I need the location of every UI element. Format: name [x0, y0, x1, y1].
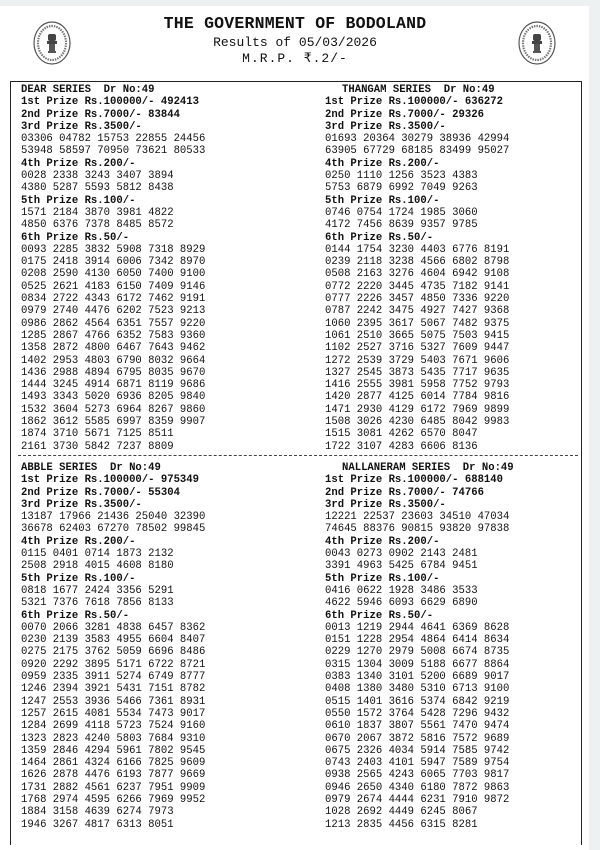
fifth-prize-label: 5th Prize Rs.100/- [325, 572, 440, 585]
sixth-prize-numbers: 0920 2292 3895 5171 6722 8721 [21, 658, 206, 671]
sixth-prize-numbers: 0979 2740 4476 6202 7523 9213 [21, 305, 206, 318]
sixth-prize-numbers: 0315 1304 3009 5188 6677 8864 [325, 658, 510, 671]
sixth-prize-numbers: 1493 3343 5020 6936 8205 9840 [21, 391, 206, 404]
fifth-prize-numbers: 5321 7376 7618 7856 8133 [21, 597, 174, 610]
sixth-prize-numbers: 1402 2953 4803 6790 8032 9664 [21, 354, 206, 367]
sixth-prize-numbers: 1884 3158 4639 6274 7973 [21, 806, 174, 819]
third-prize-numbers: 53948 58597 70950 73621 80533 [21, 145, 206, 158]
fourth-prize-label: 4th Prize Rs.200/- [21, 535, 136, 548]
first-prize: 1st Prize Rs.100000/- 975349 [21, 474, 200, 487]
sixth-prize-numbers: 1420 2877 4125 6014 7784 9816 [325, 391, 510, 404]
sixth-prize-numbers: 1444 3245 4914 6871 8119 9686 [21, 379, 206, 392]
sixth-prize-numbers: 0834 2722 4343 6172 7462 9191 [21, 293, 206, 306]
third-prize-numbers: 01693 20364 30279 38936 42994 [325, 133, 510, 146]
sixth-prize-numbers: 1722 3107 4283 6606 8136 [325, 440, 478, 453]
second-prize: 2nd Prize Rs.7000/- 29326 [325, 108, 484, 121]
sixth-prize-numbers: 0938 2565 4243 6065 7703 9817 [325, 769, 510, 782]
fourth-prize-numbers: 0115 0401 0714 1873 2132 [21, 548, 174, 561]
sixth-prize-numbers: 0675 2326 4034 5914 7585 9742 [325, 744, 510, 757]
third-prize-numbers: 12221 22537 23603 34510 47034 [325, 511, 510, 524]
third-prize-numbers: 74645 88376 90815 93820 97838 [325, 523, 510, 536]
sixth-prize-numbers: 0208 2590 4130 6050 7400 9100 [21, 268, 206, 281]
sixth-prize-numbers: 0777 2226 3457 4850 7336 9220 [325, 293, 510, 306]
first-prize: 1st Prize Rs.100000/- 688140 [325, 474, 504, 487]
sixth-prize-numbers: 1436 2988 4894 6795 8035 9670 [21, 366, 206, 379]
second-prize: 2nd Prize Rs.7000/- 55304 [21, 486, 180, 499]
sixth-prize-numbers: 1247 2553 3936 5466 7361 8931 [21, 695, 206, 708]
sixth-prize-numbers: 0979 2674 4444 6231 7910 9872 [325, 794, 510, 807]
sixth-prize-numbers: 1272 2539 3729 5403 7671 9606 [325, 354, 510, 367]
third-prize-numbers: 63905 67729 68185 83499 95027 [325, 145, 510, 158]
sixth-prize-numbers: 0610 1837 3807 5561 7470 9474 [325, 720, 510, 733]
sixth-prize-numbers: 1464 2861 4324 6166 7825 9609 [21, 757, 206, 770]
sixth-prize-numbers: 0275 2175 3762 5059 6696 8486 [21, 646, 206, 659]
sixth-prize-numbers: 0986 2862 4564 6351 7557 9220 [21, 317, 206, 330]
sixth-prize-label: 6th Prize Rs.50/- [325, 231, 434, 244]
series-title: DEAR SERIES Dr No:49 [21, 84, 155, 96]
sixth-prize-numbers: 0070 2066 3281 4838 6457 8362 [21, 621, 206, 634]
series-block-dear [21, 84, 205, 453]
page-right-margin [589, 0, 600, 850]
third-prize-numbers: 13187 17966 21436 25040 32390 [21, 511, 206, 524]
sixth-prize-numbers: 1246 2394 3921 5431 7151 8782 [21, 683, 206, 696]
fourth-prize-numbers: 4380 5287 5593 5812 8438 [21, 182, 174, 195]
sixth-prize-numbers: 1359 2846 4294 5961 7802 9545 [21, 744, 206, 757]
sixth-prize-numbers: 1284 2699 4118 5723 7524 9160 [21, 720, 206, 733]
fifth-prize-numbers: 1571 2184 3870 3981 4822 [21, 206, 174, 219]
sixth-prize-numbers: 1626 2878 4476 6193 7877 9669 [21, 769, 206, 782]
results-date: Results of 05/03/2026 [213, 35, 377, 50]
document-title: THE GOVERNMENT OF BODOLAND [163, 14, 427, 33]
fourth-prize-numbers: 0028 2338 3243 3407 3894 [21, 170, 174, 183]
sixth-prize-numbers: 1532 3604 5273 6964 8267 9860 [21, 403, 206, 416]
third-prize-label: 3rd Prize Rs.3500/- [325, 120, 446, 133]
mrp-price: M.R.P. ₹.2/- [242, 51, 348, 66]
sixth-prize-numbers: 0670 2067 3872 5816 7572 9689 [325, 732, 510, 745]
sixth-prize-numbers: 1102 2527 3716 5327 7609 9447 [325, 342, 510, 355]
third-prize-label: 3rd Prize Rs.3500/- [325, 498, 446, 511]
fifth-prize-numbers: 4850 6376 7378 8485 8572 [21, 219, 174, 232]
sixth-prize-numbers: 0408 1380 3480 5310 6713 9100 [325, 683, 510, 696]
second-prize: 2nd Prize Rs.7000/- 83844 [21, 108, 180, 121]
third-prize-label: 3rd Prize Rs.3500/- [21, 498, 142, 511]
sixth-prize-numbers: 1874 3710 5671 7125 8511 [21, 428, 174, 441]
sixth-prize-numbers: 0959 2335 3911 5274 6749 8777 [21, 671, 206, 684]
sixth-prize-numbers: 1508 3026 4230 6485 8042 9983 [325, 416, 510, 429]
fifth-prize-label: 5th Prize Rs.100/- [21, 194, 136, 207]
sixth-prize-numbers: 1416 2555 3981 5958 7752 9793 [325, 379, 510, 392]
series-title: NALLANERAM SERIES Dr No:49 [342, 462, 514, 474]
fourth-prize-numbers: 5753 6879 6992 7049 9263 [325, 182, 478, 195]
sixth-prize-numbers: 0550 1572 3764 5428 7296 9432 [325, 707, 510, 720]
sixth-prize-numbers: 2161 3730 5842 7237 8809 [21, 440, 174, 453]
sixth-prize-numbers: 1061 2510 3665 5075 7503 9415 [325, 329, 510, 342]
series-block-nallaneram [325, 462, 514, 831]
sixth-prize-numbers: 1285 2867 4766 6352 7583 9360 [21, 329, 206, 342]
fifth-prize-label: 5th Prize Rs.100/- [21, 572, 136, 585]
sixth-prize-numbers: 0239 2118 3238 4566 6802 8798 [325, 256, 510, 269]
sixth-prize-label: 6th Prize Rs.50/- [21, 609, 130, 622]
sixth-prize-label: 6th Prize Rs.50/- [21, 231, 130, 244]
section-divider [18, 455, 578, 456]
sixth-prize-numbers: 1946 3267 4817 6313 8051 [21, 818, 174, 831]
sixth-prize-numbers: 0144 1754 3230 4403 6776 8191 [325, 243, 510, 256]
sixth-prize-numbers: 0175 2418 3914 6006 7342 8970 [21, 256, 206, 269]
sixth-prize-numbers: 1515 3081 4262 6570 8047 [325, 428, 478, 441]
sixth-prize-numbers: 0508 2163 3276 4604 6942 9108 [325, 268, 510, 281]
sixth-prize-numbers: 1862 3612 5585 6997 8359 9907 [21, 416, 206, 429]
fifth-prize-numbers: 0818 1677 2424 3356 5291 [21, 584, 174, 597]
series-block-thangam [325, 84, 509, 453]
fourth-prize-numbers: 0250 1110 1256 3523 4383 [325, 170, 478, 183]
sixth-prize-numbers: 1060 2395 3617 5067 7482 9375 [325, 317, 510, 330]
sixth-prize-numbers: 1358 2872 4800 6467 7643 9462 [21, 342, 206, 355]
sixth-prize-numbers: 1327 2545 3873 5435 7717 9635 [325, 366, 510, 379]
fifth-prize-numbers: 0416 0622 1928 3486 3533 [325, 584, 478, 597]
fourth-prize-label: 4th Prize Rs.200/- [325, 157, 440, 170]
third-prize-numbers: 03306 04782 15753 22855 24456 [21, 133, 206, 146]
fourth-prize-label: 4th Prize Rs.200/- [21, 157, 136, 170]
sixth-prize-numbers: 0525 2621 4183 6150 7409 9146 [21, 280, 206, 293]
third-prize-label: 3rd Prize Rs.3500/- [21, 120, 142, 133]
sixth-prize-numbers: 1731 2882 4561 6237 7951 9909 [21, 781, 206, 794]
sixth-prize-numbers: 0946 2650 4340 6180 7872 9863 [325, 781, 510, 794]
first-prize: 1st Prize Rs.100000/- 636272 [325, 96, 504, 109]
sixth-prize-numbers: 1323 2823 4240 5803 7684 9310 [21, 732, 206, 745]
sixth-prize-numbers: 0515 1401 3616 5374 6842 9219 [325, 695, 510, 708]
series-block-abble [21, 462, 205, 831]
sixth-prize-numbers: 1213 2835 4456 6315 8281 [325, 818, 478, 831]
sixth-prize-numbers: 0229 1270 2979 5008 6674 8735 [325, 646, 510, 659]
sixth-prize-numbers: 0383 1340 3101 5200 6689 9017 [325, 671, 510, 684]
sixth-prize-numbers: 1471 2930 4129 6172 7969 9899 [325, 403, 510, 416]
sixth-prize-numbers: 1028 2692 4449 6245 8067 [325, 806, 478, 819]
fifth-prize-numbers: 0746 0754 1724 1985 3060 [325, 206, 478, 219]
sixth-prize-numbers: 0230 2139 3583 4955 6604 8407 [21, 634, 206, 647]
sixth-prize-numbers: 0772 2220 3445 4735 7182 9141 [325, 280, 510, 293]
fifth-prize-numbers: 4172 7456 8639 9357 9785 [325, 219, 478, 232]
fourth-prize-numbers: 0043 0273 0902 2143 2481 [325, 548, 478, 561]
fourth-prize-label: 4th Prize Rs.200/- [325, 535, 440, 548]
fourth-prize-numbers: 2508 2918 4015 4608 8180 [21, 560, 174, 573]
sixth-prize-numbers: 1768 2974 4595 6266 7969 9952 [21, 794, 206, 807]
fifth-prize-label: 5th Prize Rs.100/- [325, 194, 440, 207]
sixth-prize-numbers: 0787 2242 3475 4927 7427 9368 [325, 305, 510, 318]
series-title: ABBLE SERIES Dr No:49 [21, 462, 161, 474]
fourth-prize-numbers: 3391 4963 5425 6784 9451 [325, 560, 478, 573]
sixth-prize-numbers: 1257 2615 4081 5534 7473 9017 [21, 707, 206, 720]
sixth-prize-label: 6th Prize Rs.50/- [325, 609, 434, 622]
first-prize: 1st Prize Rs.100000/- 492413 [21, 96, 200, 109]
sixth-prize-numbers: 0151 1228 2954 4864 6414 8634 [325, 634, 510, 647]
sixth-prize-numbers: 0013 1219 2944 4641 6369 8628 [325, 621, 510, 634]
third-prize-numbers: 36678 62403 67270 78502 99845 [21, 523, 206, 536]
page-top-margin [0, 0, 600, 6]
second-prize: 2nd Prize Rs.7000/- 74766 [325, 486, 484, 499]
series-title: THANGAM SERIES Dr No:49 [342, 84, 495, 96]
document-header [0, 14, 590, 67]
sixth-prize-numbers: 0093 2285 3832 5908 7318 8929 [21, 243, 206, 256]
fifth-prize-numbers: 4622 5946 6093 6629 6890 [325, 597, 478, 610]
sixth-prize-numbers: 0743 2403 4101 5947 7589 9754 [325, 757, 510, 770]
